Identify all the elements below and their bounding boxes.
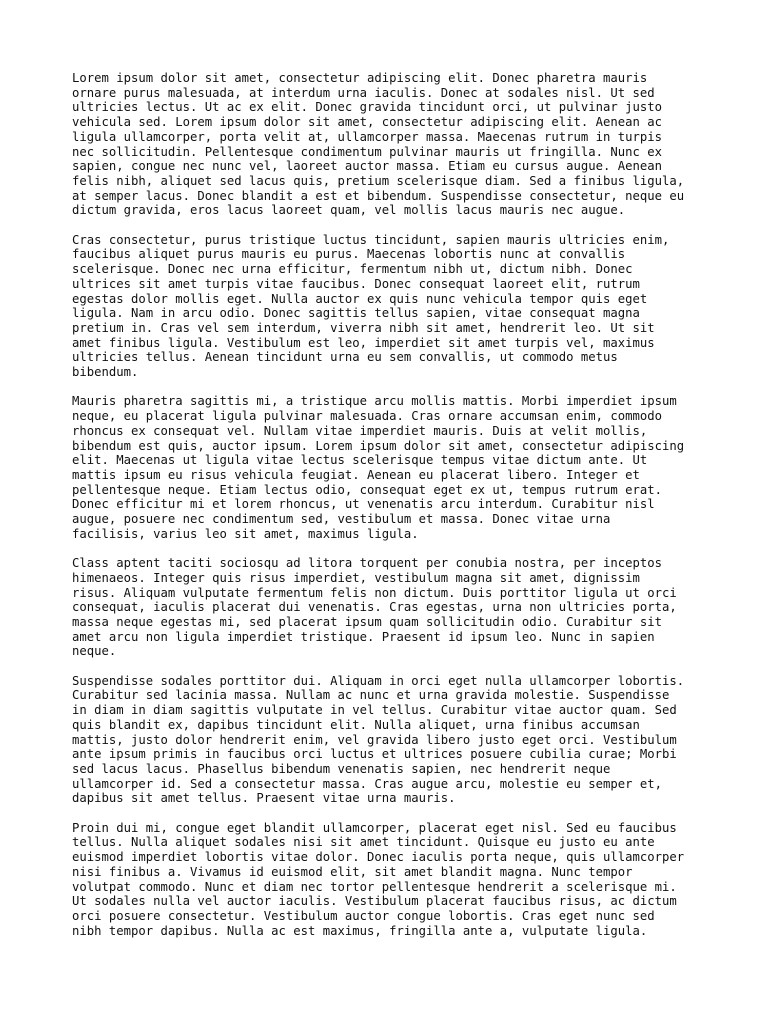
paragraph-2: Cras consectetur, purus tristique luctus tincidunt, sapien mauris ultricies enim, faucibus aliquet purus mauris eu purus. Maecenas lobortis nunc at convallis scelerisque. Donec nec urna efficitur, fermentum nibh ut, dictum nibh. Donec ultrices sit amet turpis vitae faucibus. Donec consequat laoreet elit, rutrum egestas dolor mollis eget. Nulla auctor ex quis nunc vehicula tempor quis eget ligula. Nam in arcu odio. Donec sagittis tellus sapien, vitae consequat magna pretium in. Cras vel sem interdum, viverra nibh sit amet, hendrerit leo. Ut sit amet finibus ligula. Vestibulum est leo, imperdiet sit amet turpis vel, maximus ultricies tellus. Aenean tincidunt urna eu sem convallis, ut commodo metus bibendum. xyxy=(72,232,670,380)
paragraph-4: Class aptent taciti sociosqu ad litora torquent per conubia nostra, per inceptos himenaeos. Integer quis risus imperdiet, vestibulum magna sit amet, dignissim risus. Aliquam vulputate fermentum felis non dictum. Duis porttitor ligula ut orci consequat, iaculis placerat dui venenatis. Cras egestas, urna non ultricies porta, massa neque egestas mi, sed placerat ipsum quam sollicitudin odio. Curabitur sit amet arcu non ligula imperdiet tristique. Praesent id ipsum leo. Nunc in sapien neque. xyxy=(72,556,677,659)
paragraph-3: Mauris pharetra sagittis mi, a tristique arcu mollis mattis. Morbi imperdiet ipsum neque, eu placerat ligula pulvinar malesuada. Cras ornare accumsan enim, commodo rhoncus ex consequat vel. Nullam vitae imperdiet mauris. Duis at velit mollis, bibendum est quis, auctor ipsum. Lorem ipsum dolor sit amet, consectetur adipiscing elit. Maecenas ut ligula vitae lectus scelerisque tempus vitae dictum ante. Ut mattis ipsum eu risus vehicula feugiat. Aenean eu placerat libero. Integer et pellentesque neque. Etiam lectus odio, consequat eget ex ut, tempus rutrum erat. Donec efficitur mi et lorem rhoncus, ut venenatis arcu interdum. Curabitur nisl augue, posuere nec condimentum sed, vestibulum et massa. Donec vitae urna facilisis, varius leo sit amet, maximus ligula. xyxy=(72,394,685,541)
paragraph-6: Proin dui mi, congue eget blandit ullamcorper, placerat eget nisl. Sed eu faucibus tellus. Nulla aliquet sodales nisi sit amet tincidunt. Quisque eu justo eu ante euismod imperdiet lobortis vitae dolor. Donec iaculis porta neque, quis ullamcorper nisi finibus a. Vivamus id euismod elit, sit amet blandit magna. Nunc tempor volutpat commodo. Nunc et diam nec tortor pellentesque hendrerit a scelerisque mi. Ut sodales nulla vel auctor iaculis. Vestibulum placerat faucibus risus, ac dictum orci posuere consectetur. Vestibulum auctor congue lobortis. Cras eget nunc sed nibh tempor dapibus. Nulla ac est maximus, fringilla ante a, vulputate ligula. xyxy=(72,820,685,938)
paragraph-5: Suspendisse sodales porttitor dui. Aliquam in orci eget nulla ullamcorper lobortis. Curabitur sed lacinia massa. Nullam ac nunc et urna gravida molestie. Suspendisse in diam in diam sagittis vulputate in vel tellus. Curabitur vitae auctor quam. Sed quis blandit ex, dapibus tincidunt elit. Nulla aliquet, urna finibus accumsan mattis, justo dolor hendrerit enim, vel gravida libero justo eget orci. Vestibulum ante ipsum primis in faucibus orci luctus et ultrices posuere cubilia curae; Morbi sed lacus lacus. Phasellus bibendum venenatis sapien, nec hendrerit neque ullamcorper id. Sed a consectetur massa. Cras augue arcu, molestie eu semper et, dapibus sit amet tellus. Praesent vitae urna mauris. xyxy=(72,673,685,806)
paragraph-1: Lorem ipsum dolor sit amet, consectetur adipiscing elit. Donec pharetra mauris ornare purus malesuada, at interdum urna iaculis. Donec at sodales nisl. Ut sed ultricies lectus. Ut ac ex elit. Donec gravida tincidunt orci, ut pulvinar justo vehicula sed. Lorem ipsum dolor sit amet, consectetur adipiscing elit. Aenean ac ligula ullamcorper, porta velit at, ullamcorper massa. Maecenas rutrum in turpis nec sollicitudin. Pellentesque condimentum pulvinar mauris ut fringilla. Nunc ex sapien, congue nec nunc vel, laoreet auctor massa. Etiam eu cursus augue. Aenean felis nibh, aliquet sed lacus quis, pretium scelerisque diam. Sed a finibus ligula, at semper lacus. Donec blandit a est et bibendum. Suspendisse consectetur, neque eu dictum gravida, eros lacus laoreet quam, vel mollis lacus mauris nec augue. xyxy=(72,71,685,218)
